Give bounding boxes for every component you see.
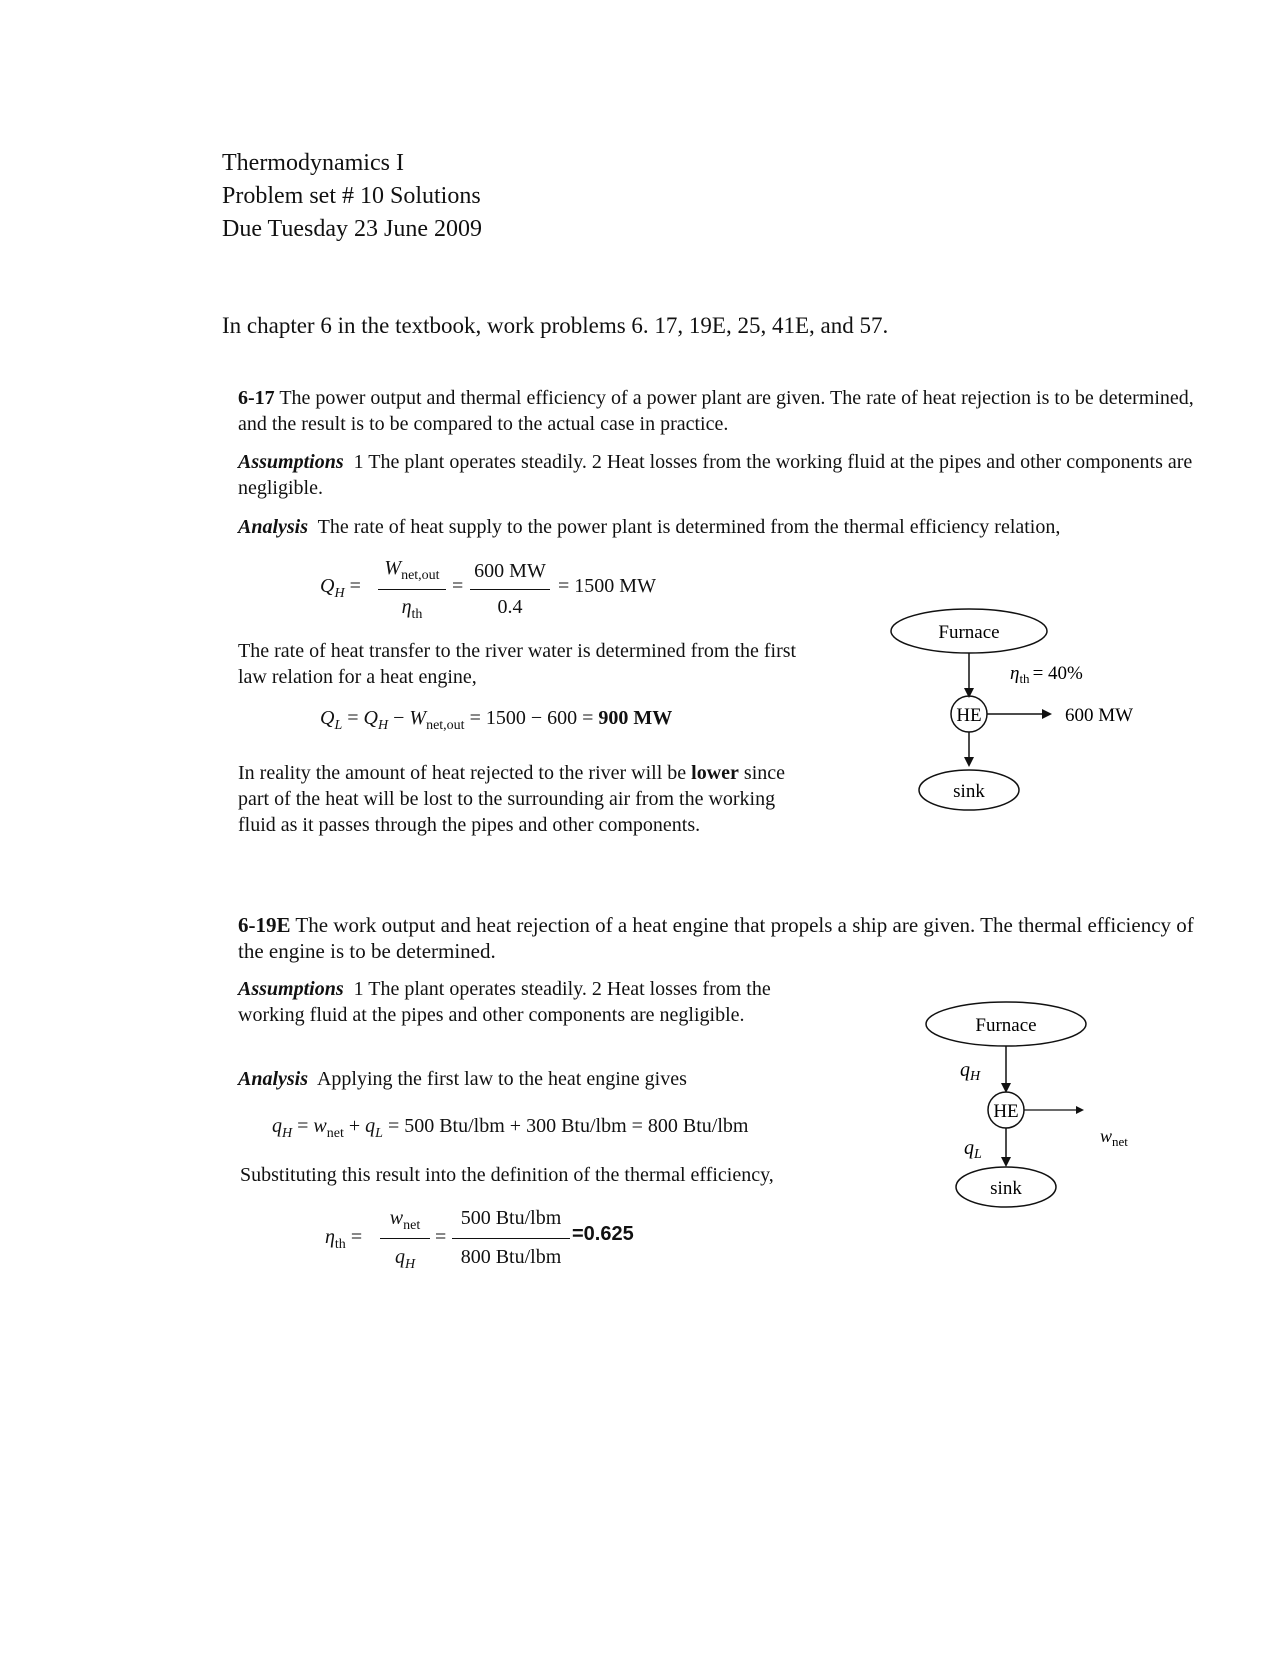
eq2-result: 900 <box>598 707 629 729</box>
p617-analysis <box>238 514 1198 540</box>
p617-analysis-label: Analysis <box>238 516 309 538</box>
intro-text: In chapter 6 in the textbook, work problems 6. 17, 19E, 25, 41E, and 57. <box>222 313 889 338</box>
p617-assumptions <box>238 449 1198 501</box>
p619-analysis <box>238 1066 938 1092</box>
p619-number: 6-19E <box>238 913 291 937</box>
furnace-label: Furnace <box>938 622 1000 643</box>
p619-assumptions-label: Assumptions <box>238 978 344 1000</box>
eq1-frac2-den: 0.4 <box>497 596 523 618</box>
eq1-lhs: $Q_H$ = <box>320 575 361 601</box>
eq2-unit: MW <box>633 707 673 729</box>
he-label: HE <box>956 705 982 726</box>
p617-heat-engine-diagram <box>880 605 1180 815</box>
p619-analysis-label: Analysis <box>238 1068 309 1090</box>
eq1-equals: = <box>452 575 464 597</box>
eq1-frac1-num: $W_{net,out}$ <box>384 557 440 583</box>
p619-assumptions <box>238 976 778 1028</box>
efficiency-label: $\eta_{th} = 40\%$ <box>1010 663 1083 686</box>
p617-statement <box>238 385 1198 437</box>
p617-analysis-text: The rate of heat supply to the power plant is determined from the thermal efficiency relation, <box>317 516 1061 538</box>
p617-statement-text: The power output and thermal efficiency of a power plant are given. The rate of heat rejection is to be determined, and the result is to be compared to the actual case in practice. <box>238 387 1194 435</box>
eq1-frac1-den: $\eta_{th}$ <box>401 596 423 622</box>
problem-set-title: Problem set # 10 Solutions <box>222 183 481 209</box>
p619-eq2-lhs: $\eta_{th}$ = <box>325 1226 363 1252</box>
sink-label: sink <box>990 1178 1022 1199</box>
p619-eq2-equals: = <box>435 1226 447 1248</box>
furnace-label: Furnace <box>975 1015 1037 1036</box>
p617-text2: The rate of heat transfer to the river water is determined from the first law relation for a heat engine, <box>238 640 797 688</box>
p617-number: 6-17 <box>238 387 275 409</box>
p619-equation-1: $q_H = w_{net} + q_L = 500$ Btu/lbm + 300 Btu/lbm = 800 Btu/lbm <box>272 1115 749 1141</box>
p617-assumptions-text: 1 The plant operates steadily. 2 Heat losses from the working fluid at the pipes and other components are negligible. <box>238 451 1193 499</box>
eq1-frac1-bar <box>378 589 446 590</box>
p619-text2: Substituting this result into the definition of the thermal efficiency, <box>240 1164 774 1186</box>
p619-eq2-frac2-num: 500 Btu/lbm <box>460 1207 562 1229</box>
p619-eq2-result: =0.625 <box>572 1223 634 1245</box>
p619-heat-engine-diagram <box>918 1000 1148 1210</box>
p619-eq2-frac1-den: $q_H$ <box>394 1246 416 1272</box>
p619-eq1-text: = 500 Btu/lbm + 300 Btu/lbm = 800 Btu/lbm <box>387 1115 749 1137</box>
eq2-arith: = 1500 − 600 = <box>469 707 594 729</box>
ql-label: $q_L$ <box>964 1137 982 1162</box>
qh-label: $q_H$ <box>960 1059 981 1084</box>
sink-label: sink <box>953 781 985 802</box>
p619-eq2-frac2-den: 800 Btu/lbm <box>460 1246 562 1268</box>
p619-eq2-frac1-num: $w_{net}$ <box>389 1207 421 1233</box>
p617-equation-2: $Q_L = Q_H - W_{net,out} = 1500 - 600 = 900$ MW <box>320 707 673 733</box>
p619-analysis-text: Applying the first law to the heat engine gives <box>316 1068 687 1090</box>
p619-eq2-frac1-bar <box>380 1238 430 1239</box>
due-date: Due Tuesday 23 June 2009 <box>222 216 483 242</box>
course-title: Thermodynamics I <box>222 150 404 176</box>
p617-assumptions-label: Assumptions <box>238 451 344 473</box>
p617-text3: In reality the amount of heat rejected to the river will be lower since part of the heat will be lost to the surrounding air from the working fluid as it passes through the pipes and other components. <box>238 762 786 836</box>
p619-statement <box>238 912 1198 964</box>
eq1-frac2-bar <box>470 589 550 590</box>
p619-eq2-frac2-bar <box>452 1238 570 1239</box>
p619-statement-text: The work output and heat rejection of a heat engine that propels a ship are given. The thermal efficiency of the engine is to be determined. <box>238 913 1194 963</box>
p619-assumptions-text: 1 The plant operates steadily. 2 Heat losses from the working fluid at the pipes and other components are negligible. <box>238 978 771 1026</box>
eq1-frac2-num: 600 MW <box>474 560 546 582</box>
he-label: HE <box>993 1101 1019 1122</box>
eq1-result: = 1500 MW <box>558 575 656 597</box>
power-output-label: 600 MW <box>1065 705 1134 726</box>
wnet-label: $w_{net}$ <box>1100 1126 1128 1149</box>
